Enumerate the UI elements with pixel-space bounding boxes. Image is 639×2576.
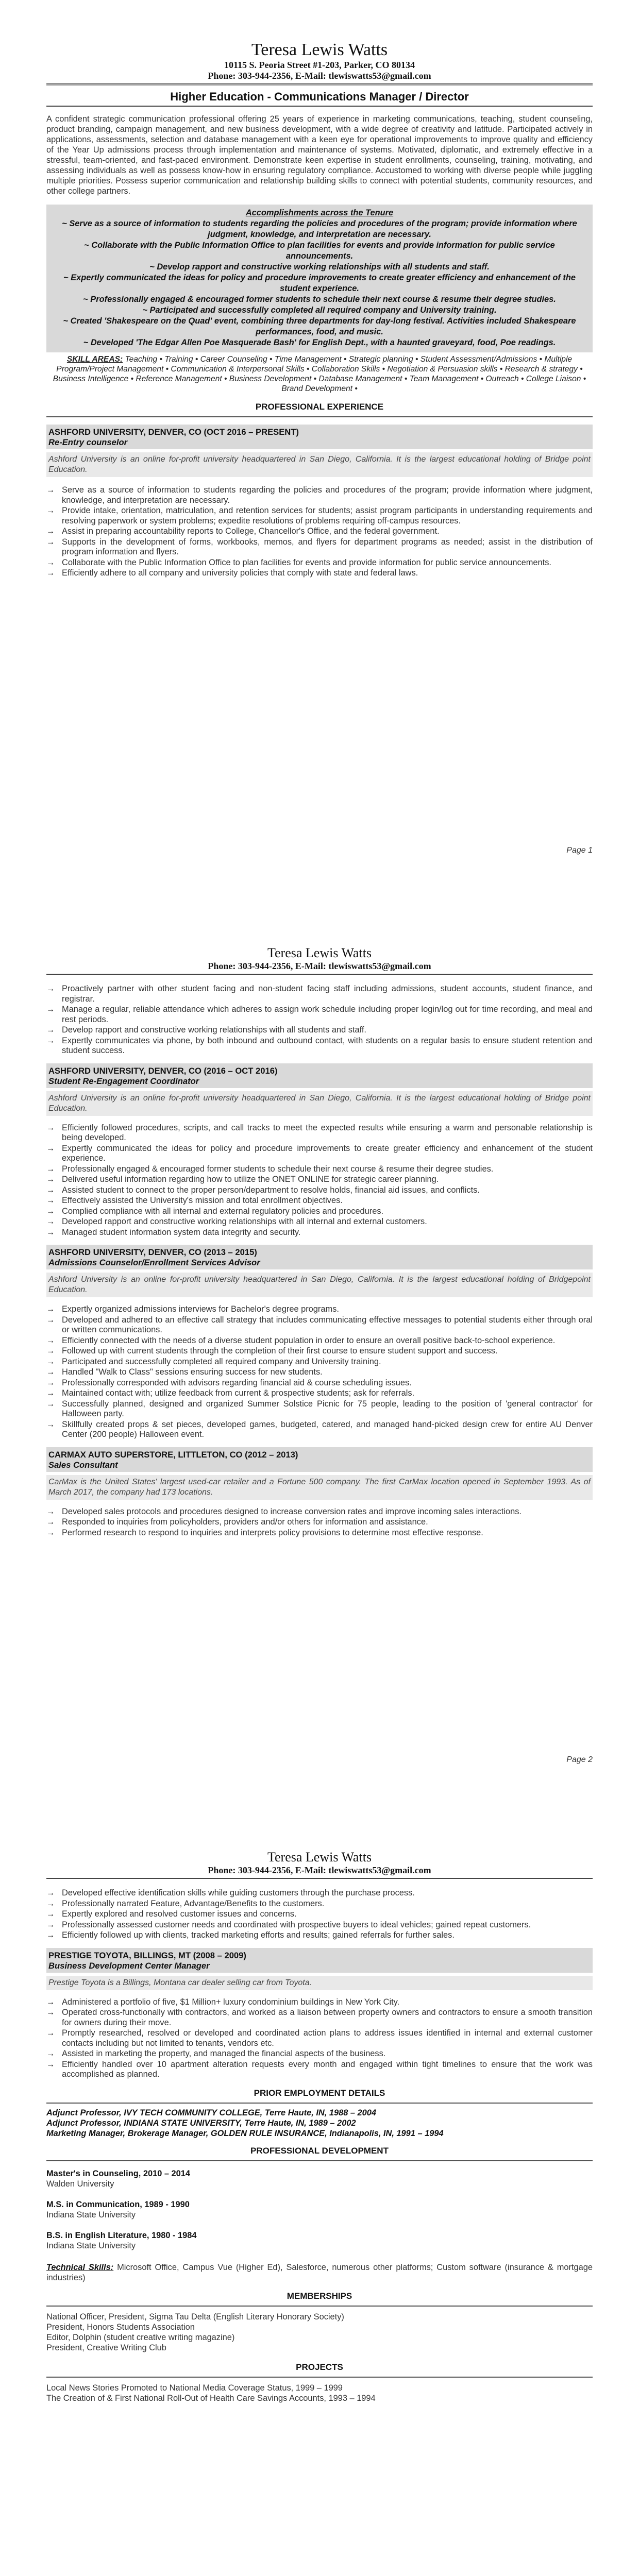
contact-line: Phone: 303-944-2356, E-Mail: tlewiswatts53@gmail.com	[208, 1865, 431, 1875]
bullet-item: → Professionally assessed customer needs and coordinated with prospective buyers to ideal vehicles; gained repeat customers.	[46, 1920, 531, 1929]
bullet-item: → Participated and successfully completed all required company and University training.	[46, 1357, 381, 1366]
memberships-list	[46, 2312, 593, 2353]
accomplishment-item: ~ Participated and successfully completed all required company and University training.	[142, 306, 497, 315]
bullet-item: → Successfully planned, designed and organized Summer Solstice Picnic for 75 people, leading to the position of 'general contractor' for Halloween party.	[46, 1399, 593, 1418]
arrow-bullet-icon: →	[46, 557, 55, 567]
arrow-bullet-icon: →	[46, 1036, 55, 1045]
arrow-bullet-icon: →	[46, 1185, 55, 1195]
bullet-item: → Developed and adhered to an effective call strategy that includes communicating effective messages to potential students either through oral or written communications.	[46, 1315, 593, 1334]
bullet-item: → Efficiently handled over 10 apartment alteration requests every month and engaged within tight timelines to ensure that the work was accomplished as planned.	[46, 2059, 593, 2079]
section-divider	[46, 2160, 593, 2161]
arrow-bullet-icon: →	[46, 1899, 55, 1908]
candidate-name: Teresa Lewis Watts	[267, 1850, 372, 1865]
membership-item: Editor, Dolphin (student creative writing magazine)	[46, 2332, 235, 2342]
membership-item: National Officer, President, Sigma Tau Delta (English Literary Honorary Society)	[46, 2312, 344, 2321]
job-company-description: Prestige Toyota is a Billings, Montana car dealer selling car from Toyota.	[46, 1976, 593, 1990]
prior-employment-item: Adjunct Professor, INDIANA STATE UNIVERSITY, Terre Haute, IN, 1989 – 2002	[46, 2118, 356, 2128]
job-bullets	[46, 1997, 593, 2080]
job-company-description: Ashford University is an online for-profit university headquartered in San Diego, California. It is the largest educational holding of Bridge point Education.	[46, 452, 593, 477]
school-name: Walden University	[46, 2179, 114, 2189]
arrow-bullet-icon: →	[46, 1367, 55, 1377]
bullet-item: → Responded to inquiries from policyholders, providers and/or others for information and assistance.	[46, 1517, 428, 1527]
resume-page-1	[0, 0, 639, 903]
arrow-bullet-icon: →	[46, 1888, 55, 1897]
bullet-item: → Professionally engaged & encouraged former students to schedule their next course & resume their degree studies.	[46, 1164, 494, 1174]
job-company-description: CarMax is the United States' largest used-car retailer and a Fortune 500 company. The first CarMax location opened in September 1993. As of March 2017, the company had 173 locations.	[46, 1475, 593, 1500]
arrow-bullet-icon: →	[46, 1930, 55, 1940]
bullet-item: → Effectively assisted the University's mission and total enrollment objectives.	[46, 1196, 343, 1205]
bullet-item: → Performed research to respond to inquiries and interprets policy provisions to determine most effective response.	[46, 1528, 483, 1537]
degree-title: B.S. in English Literature, 1980 - 1984	[46, 2230, 197, 2240]
address-line: 10115 S. Peoria Street #1-203, Parker, CO 80134	[224, 60, 415, 70]
prior-employment-list	[46, 2108, 593, 2139]
bullet-item: → Professionally corresponded with advisors regarding financial aid & course scheduling issues.	[46, 1378, 412, 1387]
arrow-bullet-icon: →	[46, 1227, 55, 1237]
bullet-item: → Developed effective identification skills while guiding customers through the purchase process.	[46, 1888, 415, 1897]
bullet-item: → Efficiently followed up with clients, tracked marketing efforts and results; gained referrals for further sales.	[46, 1930, 455, 1940]
bullet-item: → Managed student information system data integrity and security.	[46, 1227, 301, 1237]
arrow-bullet-icon: →	[46, 1346, 55, 1355]
arrow-bullet-icon: →	[46, 1206, 55, 1216]
job-title: Admissions Counselor/Enrollment Services Advisor	[48, 1258, 260, 1267]
page-1-content	[46, 40, 593, 579]
arrow-bullet-icon: →	[46, 2008, 55, 2017]
school-name: Indiana State University	[46, 2210, 136, 2219]
page-number: Page 2	[566, 1755, 593, 1764]
bullet-item: → Efficiently adhere to all company and university policies that comply with state and federal laws.	[46, 568, 418, 578]
job-title: Sales Consultant	[48, 1460, 118, 1470]
accomplishment-item: ~ Expertly communicated the ideas for policy and procedure improvements to create greater efficiency and enhancement of the student experience.	[63, 273, 576, 293]
bullet-item: → Assisted student to connect to the proper person/department to resolve holds, financial aid issues, and conflicts.	[46, 1185, 480, 1195]
project-item: The Creation of & First National Roll-Out of Health Care Savings Accounts, 1993 – 1994	[46, 2393, 376, 2403]
arrow-bullet-icon: →	[46, 1388, 55, 1398]
bullet-item: → Promptly researched, resolved or developed and coordinated action plans to address issues identified in internal and external customer contacts including but not limited to tenants, vendors etc.	[46, 2028, 593, 2048]
accomplishment-item: ~ Created 'Shakespeare on the Quad' event, combining three departments for day-long festival. Activities included Shakespeare performances, food, and music.	[63, 316, 576, 336]
job-company-description: Ashford University is an online for-profit university headquartered in San Diego, California. It is the largest educational holding of Bridge point Education.	[46, 1091, 593, 1116]
job-bullets	[46, 1123, 593, 1238]
bullet-item: → Assist in preparing accountability reports to College, Chancellor's Office, and the federal government.	[46, 527, 440, 536]
job-company-description: Ashford University is an online for-profit university headquartered in San Diego, California. It is the largest educational holding of Bridgepoint Education.	[46, 1273, 593, 1297]
degree-title: M.S. in Communication, 1989 - 1990	[46, 2199, 190, 2209]
bullet-item: → Provide intake, orientation, matriculation, and retention services for students; assist program participants in understanding requirements and resolving paperwork or system problems; expedite resolutions of problems requiring off-campus resources.	[46, 506, 593, 526]
arrow-bullet-icon: →	[46, 1909, 55, 1919]
bullet-item: → Develop rapport and constructive working relationships with all students and staff.	[46, 1025, 366, 1035]
technical-skills-text: Microsoft Office, Campus Vue (Higher Ed), Salesforce, numerous other platforms; Custom software (insurance & mortgage industries)	[46, 2262, 593, 2282]
resume-page-3	[0, 1806, 639, 2576]
bullet-item: → Delivered useful information regarding how to utilize the ONET ONLINE for strategic career planning.	[46, 1175, 439, 1184]
arrow-bullet-icon: →	[46, 1506, 55, 1516]
technical-skills-label: Technical Skills:	[46, 2262, 114, 2272]
bullet-item: → Developed rapport and constructive working relationships with all internal and external customers.	[46, 1217, 427, 1226]
accomplishment-item: ~ Develop rapport and constructive working relationships with all students and staff.	[149, 262, 490, 272]
arrow-bullet-icon: →	[46, 1920, 55, 1929]
arrow-bullet-icon: →	[46, 1123, 55, 1132]
professional-summary: A confident strategic communication professional offering 25 years of experience in marketing communications, teaching, student counseling, product branding, campaign management, and new business development, with a wide degree of creativity and latitude. Participated actively in applications, assessments, selection and database management with a keen eye for operational improvements to improve quality and efficiency of the Year Up admissions process through implementation and maintenance of systems. Motivated, diplomatic, and extremely effective in a stressful, team-oriented, and fast-paced environment. Demonstrate keen expertise in student enrollments, counseling, training, motivating, and assessing individuals as well as possess know-how in ensuring regulatory compliance. Accustomed to working with diverse people while juggling multiple priorities. Possess superior communication and relationship building skills to connect with potential students, community resources, and other college partners.	[46, 114, 593, 196]
arrow-bullet-icon: →	[46, 1315, 55, 1325]
bullet-item: → Skillfully created props & set pieces, developed games, budgeted, catered, and managed hand-picked design crew for entire AU Denver Center (200 people) Halloween event.	[46, 1419, 593, 1439]
skill-areas-text: Teaching • Training • Career Counseling • Time Management • Strategic planning • Student Assessment/Admissions • Multiple Program/Project Management • Communication & Interpersonal Skills • Collaboration Skills • Negotiation & Persuasion skills • Research & strategy • Business Intelligence • Reference Management • Business Development • Database Management • Team Management • Outreach • College Liaison • Brand Development •	[53, 355, 586, 393]
prior-employment-item: Adjunct Professor, IVY TECH COMMUNITY COLLEGE, Terre Haute, IN, 1988 – 2004	[46, 2108, 377, 2117]
arrow-bullet-icon: →	[46, 506, 55, 515]
job-header-ashford-admissions	[46, 1245, 593, 1269]
prior-employment-item: Marketing Manager, Brokerage Manager, GOLDEN RULE INSURANCE, Indianapolis, IN, 1991 – 1994	[46, 2128, 444, 2138]
bullet-item: → Operated cross-functionally with contractors, and worked as a liaison between property owners and contractors to ensure a smooth transition for owners during their move.	[46, 2008, 593, 2027]
section-title-experience: PROFESSIONAL EXPERIENCE	[255, 402, 384, 412]
bullet-item: → Serve as a source of information to students regarding the policies and procedures of the program; provide information where judgment, knowledge, and interpretation are necessary.	[46, 485, 593, 505]
job-organization: ASHFORD UNIVERSITY, DENVER, CO (2013 – 2015)	[48, 1247, 257, 1257]
membership-item: President, Honors Students Association	[46, 2322, 195, 2332]
arrow-bullet-icon: →	[46, 1025, 55, 1035]
education-entry	[46, 2230, 593, 2251]
job-organization: ASHFORD UNIVERSITY, DENVER, CO (2016 – OCT 2016)	[48, 1065, 278, 1076]
accomplishment-item: ~ Serve as a source of information to students regarding the policies and procedures of the program; provide information where judgment, knowledge, and interpretation are necessary.	[62, 219, 577, 239]
job-header-carmax	[46, 1447, 593, 1472]
education-entry	[46, 2199, 593, 2220]
section-title-memberships: MEMBERSHIPS	[287, 2291, 352, 2301]
candidate-name: Teresa Lewis Watts	[251, 40, 388, 59]
bullet-item: → Expertly communicates via phone, by both inbound and outbound contact, with students on a regular basis to ensure student retention and student success.	[46, 1036, 593, 1055]
arrow-bullet-icon: →	[46, 2059, 55, 2069]
arrow-bullet-icon: →	[46, 1217, 55, 1226]
skill-areas	[46, 354, 593, 394]
bullet-item: → Expertly organized admissions interviews for Bachelor's degree programs.	[46, 1304, 339, 1314]
arrow-bullet-icon: →	[46, 1357, 55, 1366]
resume-page-2	[0, 903, 639, 1806]
bullet-item: → Efficiently followed procedures, scripts, and call tracks to meet the expected results while ensuring a warm and personable relationship is being developed.	[46, 1123, 593, 1142]
arrow-bullet-icon: →	[46, 1175, 55, 1184]
bullet-item: → Collaborate with the Public Information Office to plan facilities for events and provide information for public service announcements.	[46, 557, 551, 567]
section-divider	[46, 2103, 593, 2104]
arrow-bullet-icon: →	[46, 1517, 55, 1527]
job-bullets	[46, 1507, 593, 1538]
degree-title: Master's in Counseling, 2010 – 2014	[46, 2168, 191, 2178]
arrow-bullet-icon: →	[46, 1378, 55, 1387]
accomplishment-item: ~ Professionally engaged & encouraged former students to schedule their next course & resume their degree studies.	[83, 295, 556, 304]
bullet-item: → Maintained contact with; utilize feedback from current & prospective students; ask for referrals.	[46, 1388, 415, 1398]
job-title: Student Re-Engagement Coordinator	[48, 1076, 199, 1086]
bullet-item: → Efficiently connected with the needs of a diverse student population in order to ensure an overall positive back-to-school experience.	[46, 1335, 556, 1345]
candidate-name: Teresa Lewis Watts	[267, 945, 372, 960]
arrow-bullet-icon: →	[46, 1528, 55, 1537]
bullet-item: → Complied compliance with all internal and external regulatory policies and procedures.	[46, 1206, 384, 1216]
job-bullets-continued	[46, 984, 593, 1056]
arrow-bullet-icon: →	[46, 1164, 55, 1174]
skill-areas-label: SKILL AREAS:	[66, 355, 123, 364]
job-bullets	[46, 1304, 593, 1440]
accomplishment-item: ~ Collaborate with the Public Information Office to plan facilities for events and provide information for public service announcements.	[84, 241, 555, 261]
bullet-item: → Followed up with current students through the completion of their first course to ensure student support and success.	[46, 1346, 498, 1355]
school-name: Indiana State University	[46, 2241, 136, 2250]
headline-divider	[46, 106, 593, 107]
headline-title: Higher Education - Communications Manager / Director	[170, 90, 469, 103]
accomplishments-box	[46, 205, 593, 352]
bullet-item: → Supports in the development of forms, workbooks, memos, and flyers for department programs as needed; assist in the distribution of program information and flyers.	[46, 537, 593, 556]
job-organization: CARMAX AUTO SUPERSTORE, LITTLETON, CO (2012 – 2013)	[48, 1449, 298, 1460]
job-header-ashford-reengagement	[46, 1063, 593, 1088]
arrow-bullet-icon: →	[46, 1335, 55, 1345]
job-bullets-continued	[46, 1888, 593, 1941]
arrow-bullet-icon: →	[46, 984, 55, 993]
bullet-item: → Manage a regular, reliable attendance which adheres to assign work schedule including proper login/log out for time recording, and meal and rest periods.	[46, 1005, 593, 1024]
section-divider	[46, 2306, 593, 2307]
section-title-prior-employment: PRIOR EMPLOYMENT DETAILS	[254, 2088, 385, 2098]
contact-line: Phone: 303-944-2356, E-Mail: tlewiswatts53@gmail.com	[208, 71, 431, 81]
header-divider	[46, 974, 593, 975]
section-title-projects: PROJECTS	[296, 2362, 343, 2372]
projects-list	[46, 2383, 593, 2403]
job-organization: ASHFORD UNIVERSITY, DENVER, CO (OCT 2016 – PRESENT)	[48, 427, 299, 437]
arrow-bullet-icon: →	[46, 2028, 55, 2038]
job-title: Re-Entry counselor	[48, 437, 128, 447]
page-number: Page 1	[566, 846, 593, 855]
accomplishments-title: Accomplishments across the Tenure	[245, 208, 394, 217]
arrow-bullet-icon: →	[46, 485, 55, 495]
bullet-item: → Professionally narrated Feature, Advantage/Benefits to the customers.	[46, 1899, 325, 1908]
section-title-professional-development: PROFESSIONAL DEVELOPMENT	[250, 2145, 389, 2156]
bullet-item: → Expertly explored and resolved customer issues and concerns.	[46, 1909, 297, 1919]
job-bullets	[46, 485, 593, 579]
job-title: Business Development Center Manager	[48, 1960, 210, 1971]
arrow-bullet-icon: →	[46, 1399, 55, 1409]
page-2-content	[46, 945, 593, 1538]
arrow-bullet-icon: →	[46, 1419, 55, 1429]
header-divider	[46, 1878, 593, 1879]
section-divider	[46, 416, 593, 417]
arrow-bullet-icon: →	[46, 537, 55, 547]
job-header-prestige-toyota	[46, 1948, 593, 1973]
bullet-item: → Administered a portfolio of five, $1 Million+ luxury condominium buildings in New York City.	[46, 1997, 400, 2007]
arrow-bullet-icon: →	[46, 1005, 55, 1014]
arrow-bullet-icon: →	[46, 2049, 55, 2058]
bullet-item: → Developed sales protocols and procedures designed to increase conversion rates and improve incoming sales interactions.	[46, 1506, 522, 1516]
header-divider	[46, 83, 593, 84]
page-3-content	[46, 1850, 593, 2403]
bullet-item: → Proactively partner with other student facing and non-student facing staff including admissions, student accounts, student finance, and registrar.	[46, 984, 593, 1004]
technical-skills	[46, 2262, 593, 2283]
education-entry	[46, 2168, 593, 2189]
arrow-bullet-icon: →	[46, 527, 55, 536]
section-divider	[46, 2377, 593, 2378]
accomplishment-item: ~ Developed 'The Edgar Allen Poe Masquerade Bash' for English Dept., with a haunted graveyard, food, Poe readings.	[83, 338, 556, 347]
bullet-item: → Expertly communicated the ideas for policy and procedure improvements to create greater efficiency and enhancement of the student experience.	[46, 1143, 593, 1163]
bullet-item: → Handled "Walk to Class" sessions ensuring success for new students.	[46, 1367, 323, 1377]
arrow-bullet-icon: →	[46, 1143, 55, 1153]
arrow-bullet-icon: →	[46, 1196, 55, 1205]
arrow-bullet-icon: →	[46, 568, 55, 578]
arrow-bullet-icon: →	[46, 1304, 55, 1314]
project-item: Local News Stories Promoted to National Media Coverage Status, 1999 – 1999	[46, 2383, 343, 2393]
job-organization: PRESTIGE TOYOTA, BILLINGS, MT (2008 – 2009)	[48, 1950, 246, 1960]
arrow-bullet-icon: →	[46, 1997, 55, 2007]
membership-item: President, Creative Writing Club	[46, 2343, 166, 2352]
job-header-ashford-reentry	[46, 425, 593, 449]
bullet-item: → Assisted in marketing the property, and managed the financial aspects of the business.	[46, 2049, 386, 2058]
contact-line: Phone: 303-944-2356, E-Mail: tlewiswatts53@gmail.com	[208, 961, 431, 971]
